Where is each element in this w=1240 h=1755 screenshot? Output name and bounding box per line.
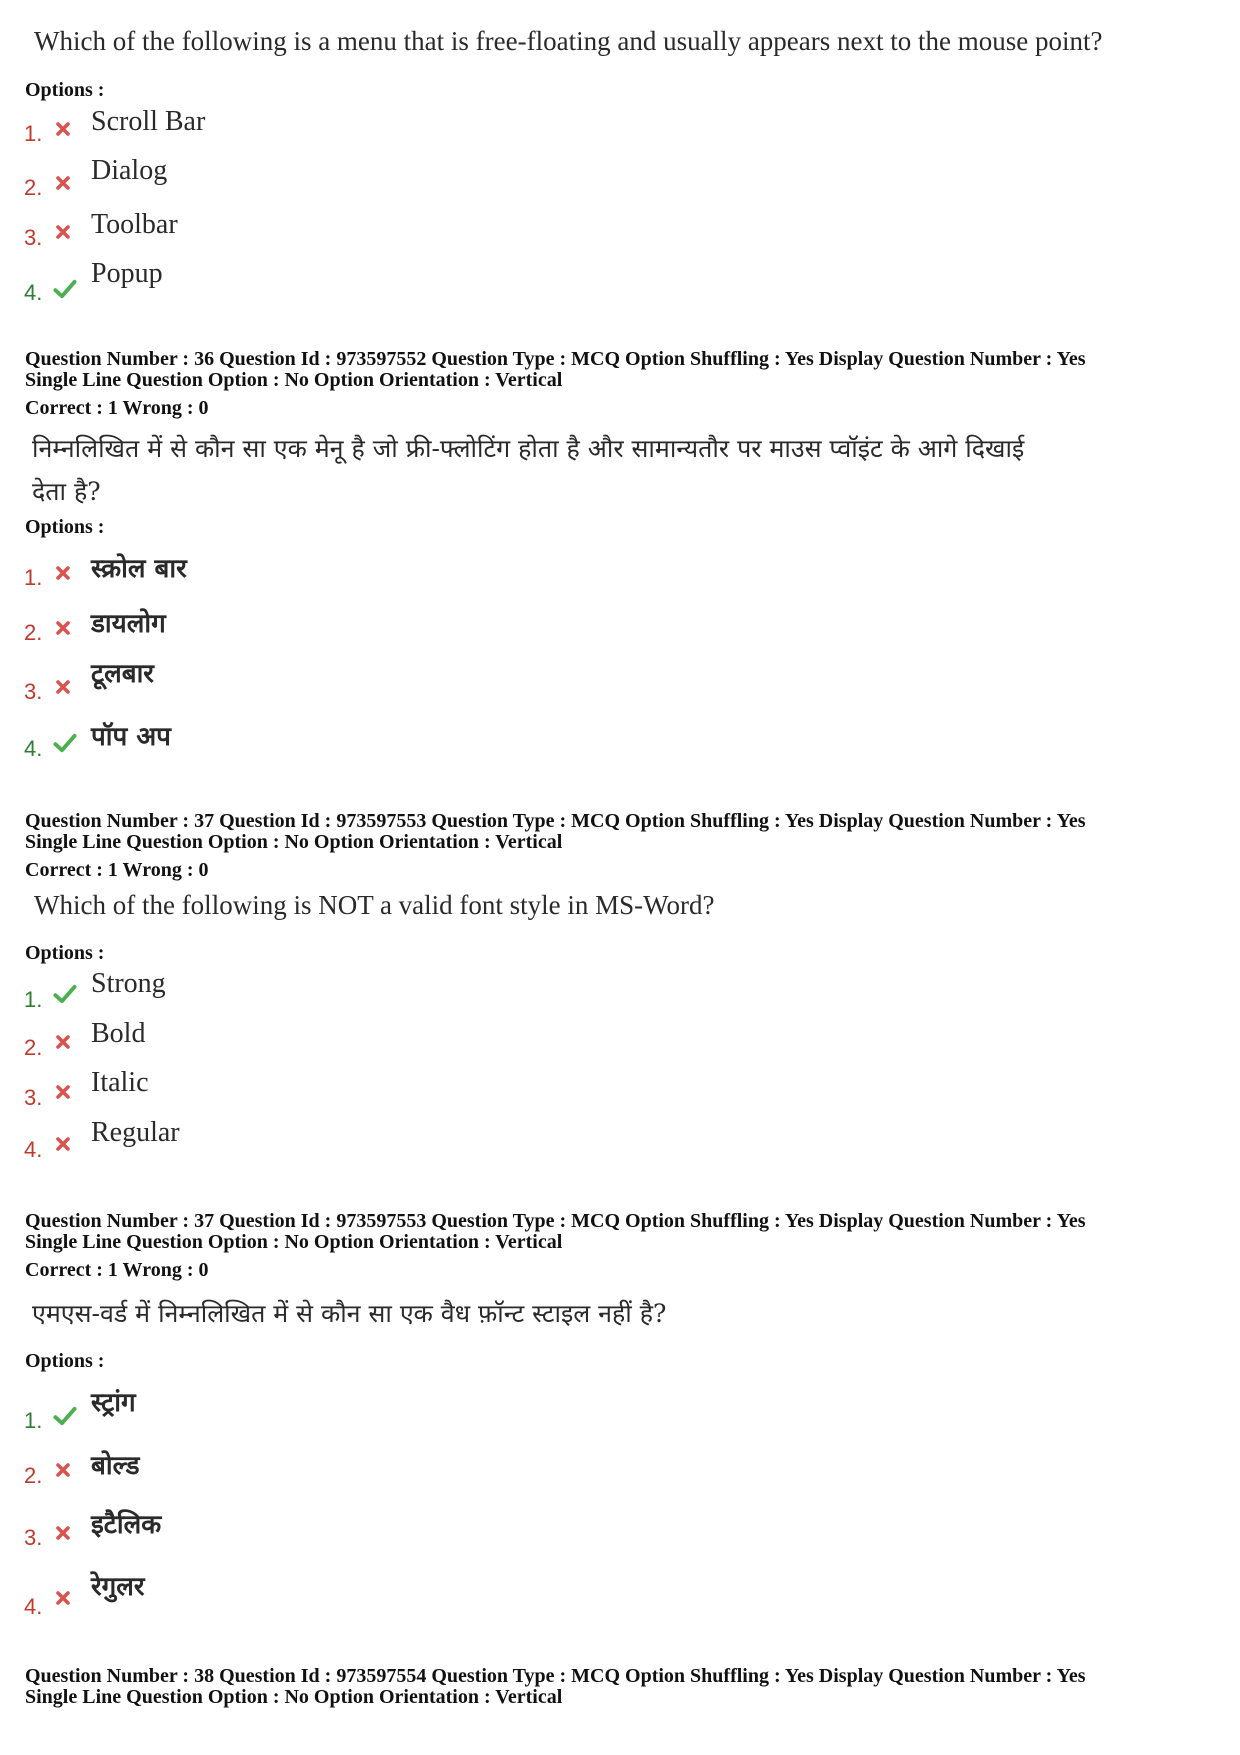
question-text: Which of the following is NOT a valid font style in MS-Word? xyxy=(34,890,715,920)
option-number: 2. xyxy=(24,620,43,645)
options-label: Options : xyxy=(25,516,105,538)
option-number: 2. xyxy=(24,1035,43,1060)
option-number: 3. xyxy=(24,679,43,704)
question-meta: Question Number : 37 Question Id : 973597553 Question Type : MCQ Option Shuffling : Yes Display Question Number : Yes xyxy=(25,1210,1086,1232)
cross-icon xyxy=(53,222,73,242)
checkmark-icon xyxy=(53,1404,77,1428)
option-number: 1. xyxy=(24,565,43,590)
score-line: Correct : 1 Wrong : 0 xyxy=(25,397,209,419)
option-text: Strong xyxy=(91,968,166,999)
option-text: Toolbar xyxy=(91,209,178,240)
option-text: पॉप अप xyxy=(91,722,171,752)
question-meta: Single Line Question Option : No Option Orientation : Vertical xyxy=(25,369,563,391)
option-text: रेगुलर xyxy=(91,1572,145,1602)
checkmark-icon xyxy=(53,982,77,1006)
options-label: Options : xyxy=(25,79,105,101)
question-meta: Question Number : 38 Question Id : 973597554 Question Type : MCQ Option Shuffling : Yes Display Question Number : Yes xyxy=(25,1665,1086,1687)
option-text: बोल्ड xyxy=(91,1451,140,1481)
option-text: इटैलिक xyxy=(91,1510,162,1540)
question-meta: Question Number : 37 Question Id : 973597553 Question Type : MCQ Option Shuffling : Yes Display Question Number : Yes xyxy=(25,810,1086,832)
option-number: 3. xyxy=(24,1525,43,1550)
cross-icon xyxy=(53,1134,73,1154)
option-text: Dialog xyxy=(91,155,168,186)
option-number: 4. xyxy=(24,1137,43,1162)
option-number: 2. xyxy=(24,1463,43,1488)
option-text: Regular xyxy=(91,1117,180,1148)
cross-icon xyxy=(53,1523,73,1543)
checkmark-icon xyxy=(53,731,77,755)
cross-icon xyxy=(53,1032,73,1052)
question-text: एमएस-वर्ड में निम्नलिखित में से कौन सा एक वैध फ़ॉन्ट स्टाइल नहीं है? xyxy=(32,1299,667,1328)
option-number: 1. xyxy=(24,1408,43,1433)
option-number: 4. xyxy=(24,1594,43,1619)
cross-icon xyxy=(53,677,73,697)
option-number: 3. xyxy=(24,1085,43,1110)
cross-icon xyxy=(53,1082,73,1102)
cross-icon xyxy=(53,173,73,193)
question-meta: Single Line Question Option : No Option Orientation : Vertical xyxy=(25,831,563,853)
option-text: डायलोग xyxy=(91,609,166,639)
option-text: Scroll Bar xyxy=(91,106,206,137)
option-number: 4. xyxy=(24,280,43,305)
score-line: Correct : 1 Wrong : 0 xyxy=(25,859,209,881)
option-number: 2. xyxy=(24,175,43,200)
question-meta: Question Number : 36 Question Id : 973597552 Question Type : MCQ Option Shuffling : Yes Display Question Number : Yes xyxy=(25,348,1086,370)
cross-icon xyxy=(53,618,73,638)
question-text: निम्नलिखित में से कौन सा एक मेनू है जो फ्री-फ्लोटिंग होता है और सामान्यतौर पर माउस प्वॉइंट के आगे दिखाई xyxy=(32,434,1025,463)
option-number: 4. xyxy=(24,736,43,761)
question-text: Which of the following is a menu that is free-floating and usually appears next to the mouse point? xyxy=(34,26,1103,56)
option-text: Bold xyxy=(91,1018,146,1049)
option-text: Popup xyxy=(91,258,163,289)
option-text: स्ट्रांग xyxy=(91,1388,136,1418)
option-text: टूलबार xyxy=(91,659,154,689)
option-text: Italic xyxy=(91,1067,149,1098)
cross-icon xyxy=(53,119,73,139)
question-text: देता है? xyxy=(32,477,101,506)
question-meta: Single Line Question Option : No Option Orientation : Vertical xyxy=(25,1686,563,1708)
option-number: 3. xyxy=(24,225,43,250)
question-meta: Single Line Question Option : No Option Orientation : Vertical xyxy=(25,1231,563,1253)
checkmark-icon xyxy=(53,277,77,301)
option-text: स्क्रोल बार xyxy=(91,554,187,584)
cross-icon xyxy=(53,563,73,583)
options-label: Options : xyxy=(25,1350,105,1372)
cross-icon xyxy=(53,1460,73,1480)
score-line: Correct : 1 Wrong : 0 xyxy=(25,1259,209,1281)
cross-icon xyxy=(53,1588,73,1608)
options-label: Options : xyxy=(25,942,105,964)
option-number: 1. xyxy=(24,121,43,146)
option-number: 1. xyxy=(24,987,43,1012)
